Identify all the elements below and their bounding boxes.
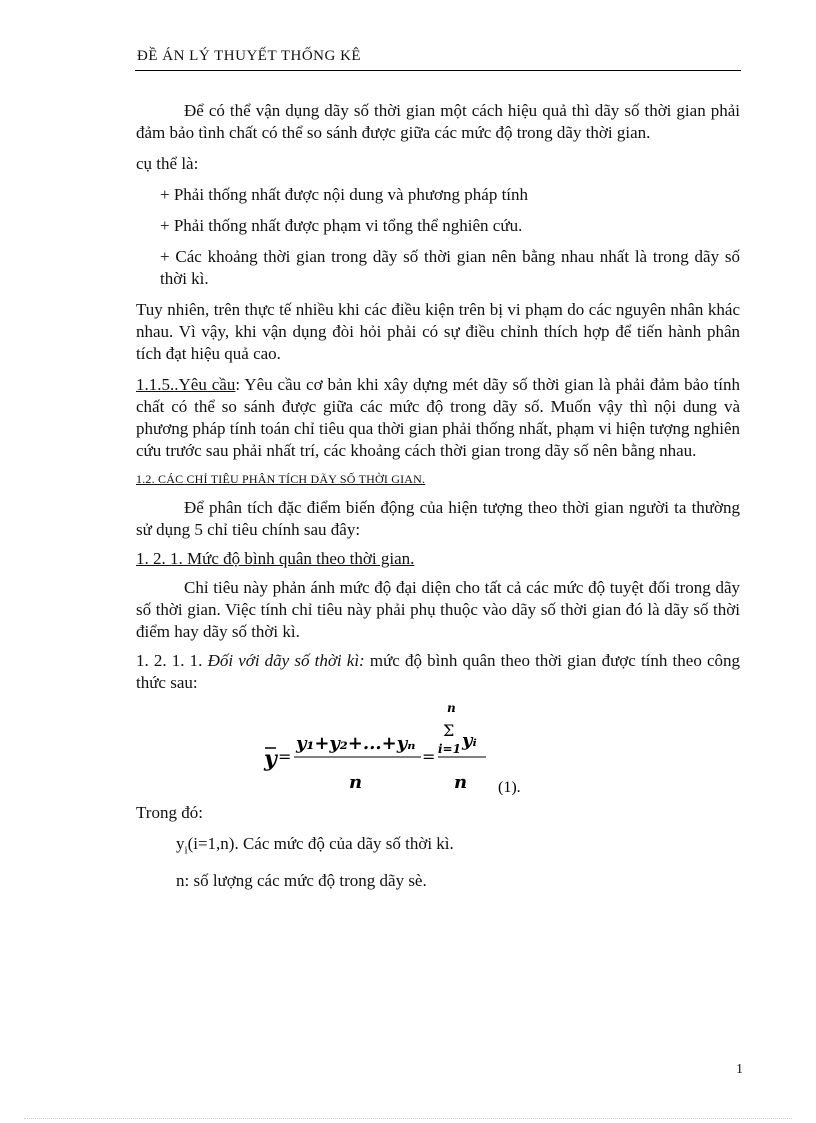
subsection-number: 1. 2. 1. 1. [136, 651, 203, 670]
formula-equals-1: = [278, 747, 292, 766]
paragraph-tuy-nhien: Tuy nhiên, trên thực tế nhiều khi các điều kiện trên bị vi phạm do các nguyên nhân khác nhau. Vì vậy, khi vận dụng đòi hỏi phải có sự điều chỉnh thích hợp để tiến hành phân tích đạt hiệu quả cao. [136, 300, 740, 363]
definition-yi [136, 833, 740, 861]
paragraph-trong-do: Trong đó: [136, 803, 203, 822]
sum-lower-limit: i=1 [438, 742, 461, 756]
paragraph-cu-the-la: cụ thể là: [136, 154, 199, 173]
paragraph-intro: Để có thể vận dụng dãy số thời gian một cách hiệu quả thì dãy số thời gian phải đảm bảo tình chất có thể so sánh được giữa các mức độ trong dãy thời gian. [136, 101, 740, 142]
paragraph-chi-tieu: Chỉ tiêu này phản ánh mức độ đại diện cho tất cả các mức độ tuyệt đối trong dãy số thời gian. Việc tính chỉ tiêu này phải phụ thuộc vào dãy số thời gian đó là dãy số thời điểm hay dãy số thời kì. [136, 578, 740, 641]
bullet-item-1: + Phải thống nhất được nội dung và phương pháp tính [160, 185, 529, 204]
paragraph-phan-tich: Để phân tích đặc điểm biến động của hiện tượng theo thời gian người ta thường sử dụng 5 chỉ tiêu chính sau đây: [136, 498, 740, 539]
subsection-text: mức độ bình quân theo thời gian được tính theo công thức sau: [136, 651, 740, 692]
formula-equals-2: = [422, 747, 436, 766]
def-y: y [176, 834, 185, 853]
sum-sign: Σ [443, 721, 455, 740]
def-y-sub: i [184, 844, 188, 857]
formula-denominator-1: n [349, 772, 363, 793]
mean-formula [136, 700, 740, 795]
section-heading-1-2: 1.2. CÁC CHỈ TIÊU PHÂN TÍCH DÃY SỐ THỜI GIAN. [136, 472, 426, 486]
subsection-italic-title: Đối với dãy số thời kì: [207, 651, 365, 670]
formula-ybar: y [264, 746, 277, 772]
bullet-item-2: + Phải thống nhất được phạm vi tổng thể nghiên cứu. [160, 216, 523, 235]
formula-denominator-2: n [454, 772, 468, 793]
sum-upper-limit: n [447, 701, 456, 715]
page-number: 1 [736, 1062, 743, 1077]
definition-n: n: số lượng các mức độ trong dãy sè. [176, 871, 427, 891]
yeu-cau-text: : Yêu cầu cơ bản khi xây dựng mét dãy số thời gian là phải đảm bảo tính chất có thể so sánh được giữa các mức độ trong dãy số. Muốn vậy thì nội dung và phương pháp tính toán chỉ tiêu qua thời gian phải thống nhất, phạm vi hiện tượng nghiên cứu trước sau phải nhất trí, các khoảng cách thời gian trong dãy số nên bằng nhau. [136, 375, 740, 460]
section-heading-1-2-1: 1. 2. 1. Mức độ bình quân theo thời gian. [136, 549, 415, 568]
formula-label: (1). [498, 779, 521, 795]
document-body [136, 100, 740, 892]
page-header-title: ĐỀ ÁN LÝ THUYẾT THỐNG KÊ [137, 48, 362, 64]
page-bottom-border [24, 1118, 792, 1119]
paragraph-thoi-ki [136, 650, 740, 694]
sum-term: yᵢ [462, 730, 477, 751]
formula-graphic [136, 700, 740, 795]
def-y-text: (i=1,n). Các mức độ của dãy số thời kì. [187, 834, 454, 853]
formula-numerator: y₁+y₂+...+yₙ [296, 733, 416, 754]
header-rule [135, 70, 741, 71]
paragraph-yeu-cau [136, 374, 740, 462]
yeu-cau-label: 1.1.5..Yêu cầu [136, 375, 236, 394]
bullet-item-3: + Các khoảng thời gian trong dãy số thời gian nên bằng nhau nhất là trong dãy số thời kì. [160, 247, 740, 288]
